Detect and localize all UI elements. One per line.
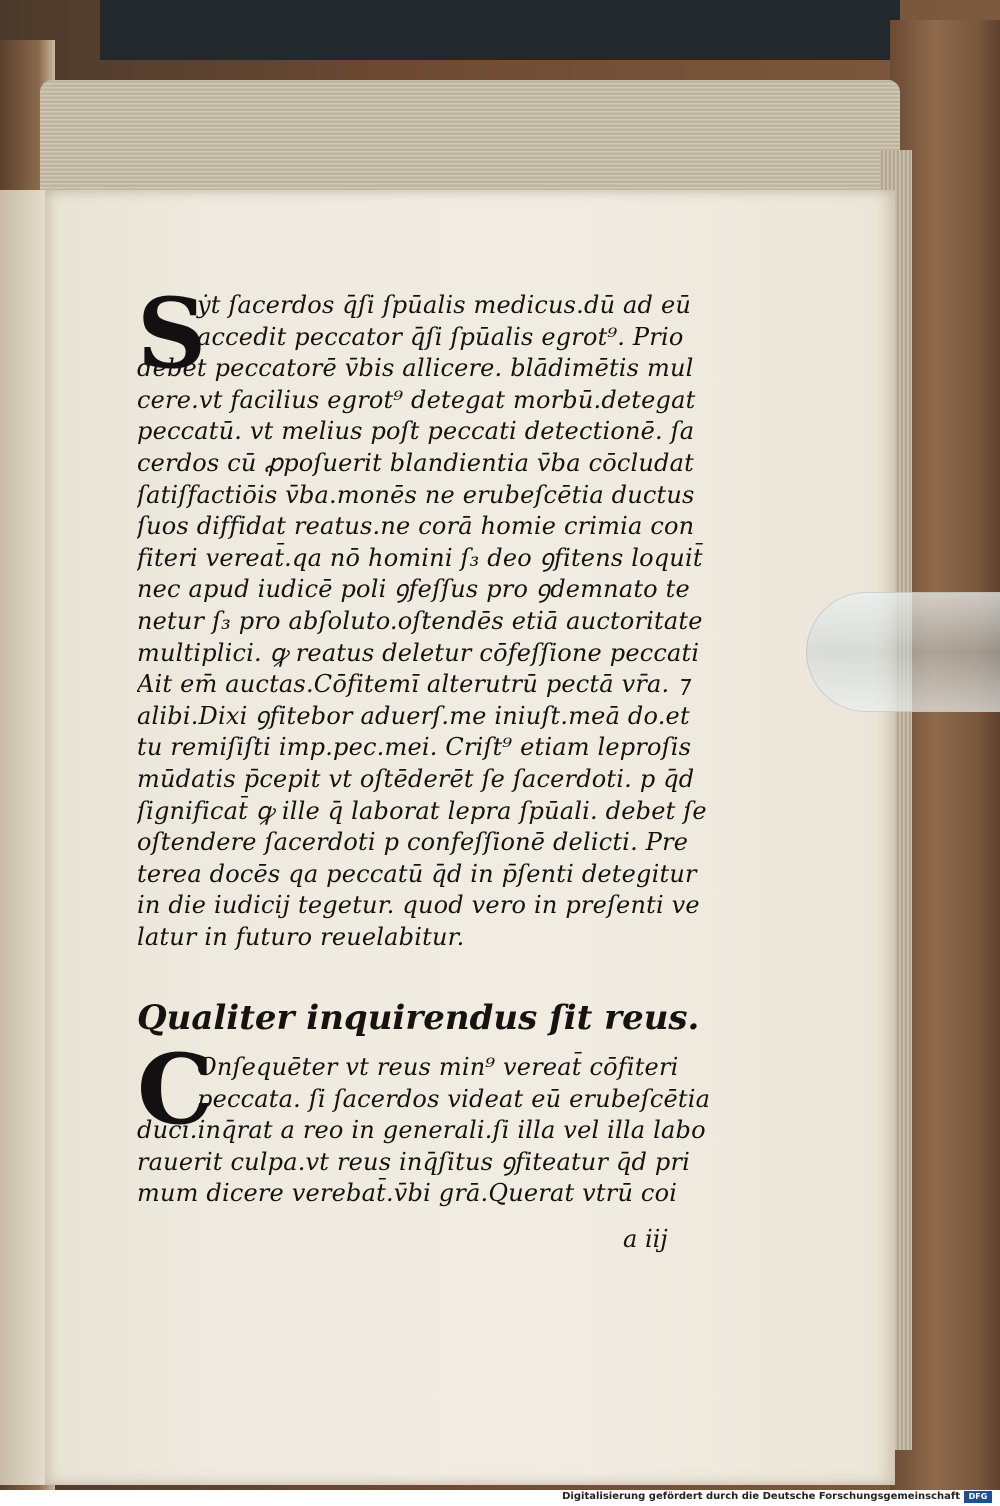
text-line: duci.inq̄rat a reo in generali.ſi illa vel illa labo	[137, 1116, 706, 1145]
left-page-edge	[0, 190, 45, 1485]
text-line: Ait em̄ auctas.Cōfitemī alterutrū pectā vr̄a. ⁊	[137, 670, 690, 699]
paragraph-2	[137, 1052, 777, 1210]
printed-page	[45, 190, 895, 1485]
text-line: netur ſ₃ pro abſoluto.oſtendēs etiā auctoritate	[137, 606, 703, 635]
text-line: mūdatis p̄cepit vt oſtēderēt ſe ſacerdoti. p q̄d	[137, 764, 695, 793]
glass-page-holder	[806, 592, 1000, 712]
signature-mark: a iij	[623, 1225, 668, 1253]
section-heading: Qualiter inquirendus ſit reus.	[137, 998, 700, 1038]
paragraph-1	[137, 290, 777, 953]
text-line: ſuos diffidat reatus.ne corā homie crimia con	[137, 512, 695, 541]
text-line: alibi.Dixi ꝯfitebor aduerſ.me iniuſt.meā do.et	[137, 701, 690, 730]
background	[100, 0, 900, 60]
text-line: cerdos cū ꝓpoſuerit blandientia v̄ba cōcludat	[137, 448, 694, 477]
text-line: fiteri vereat̄.qa nō homini ſ₃ deo ꝯfitens loquit̄	[137, 543, 703, 572]
text-line: in die iudicij tegetur. quod vero in preſenti ve	[137, 891, 700, 920]
text-line: rauerit culpa.vt reus inq̄ſitus ꝯfiteatur q̄d pri	[137, 1147, 691, 1176]
dfg-logo: DFG	[964, 1491, 992, 1503]
text-line: peccatū. vt melius poſt peccati detectionē. ſa	[137, 417, 695, 446]
drop-capital-c: C	[137, 1033, 214, 1146]
text-line: multiplici. ꝙ reatus deletur cōfeſſione peccati	[137, 638, 700, 667]
text-line: ſignificat̄ ꝙ ille q̄ laborat lepra ſpūali. debet ſe	[137, 796, 707, 825]
text-line: nec apud iudicē poli ꝯfeſſus pro ꝯdemnato te	[137, 575, 690, 604]
text-line: debet peccatorē v̄bis allicere. blādimētis mul	[137, 354, 694, 383]
footer-bar	[0, 1490, 1000, 1506]
text-line: ẏt ſacerdos q̄ſi ſpūalis medicus.dū ad eū	[197, 291, 692, 319]
page-edges-top	[40, 80, 900, 200]
funding-notice: Digitalisierung gefördert durch die Deutsche Forschungsgemeinschaft	[562, 1491, 960, 1502]
text-line: tu remiſiſti imp.pec.mei. Criſt⁹ etiam leproſis	[137, 733, 692, 762]
text-line: cere.vt facilius egrot⁹ detegat morbū.detegat	[137, 385, 696, 414]
text-line: Onſequēter vt reus min⁹ vereat̄ cōfiteri	[197, 1053, 679, 1081]
text-line: peccata. ſi ſacerdos videat eū erubeſcētia	[197, 1084, 711, 1113]
text-line: oſtendere ſacerdoti p confeſſionē delicti. Pre	[137, 828, 689, 857]
text-line: latur in futuro reuelabitur.	[137, 922, 465, 951]
drop-capital-s: S	[137, 277, 207, 390]
text-line: mum dicere verebat̄.v̄bi grā.Querat vtrū coi	[137, 1179, 678, 1208]
text-line: accedit peccator q̄ſi ſpūalis egrot⁹. Prio	[197, 322, 684, 351]
text-line: terea docēs qa peccatū q̄d in p̄ſenti detegitur	[137, 859, 697, 888]
text-line: ſatiſfactiōis v̄ba.monēs ne erubeſcētia ductus	[137, 480, 695, 509]
